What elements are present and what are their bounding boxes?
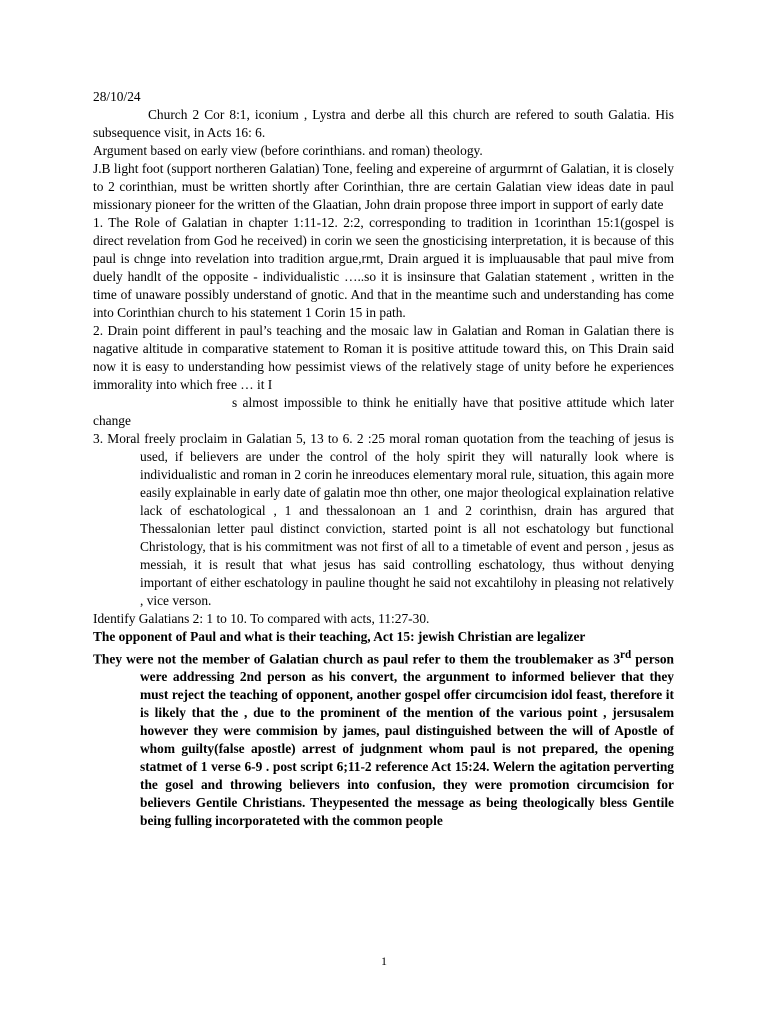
heading-opponent: The opponent of Paul and what is their teaching, Act 15: jewish Christian are legalizer: [93, 629, 586, 644]
paragraph-point-3: 3. Moral freely proclaim in Galatian 5, 13 to 6. 2 :25 moral roman quotation from the teaching of jesus is used, if believers are under the control of the holy spirit they will naturally look where is individualistic and roman in 2 corin he inreoduces elementary moral rule, situation, this again more easily explainable in early date of galatin moe thn other, one major theological explaination relative lack of eschatological , 1 and thessalonoan an 1 and 2 corinthisn, drain has argured that Thessalonian letter paul distinct conviction, started point is all not eschatology but functional Christology, that is his commitment was not first of all to a timetable of event and person , jesus as messiah, it is result that what jesus has said controlling eschatology, thus without denying important of either eschatology in pauline thought he said not excahtilohy in pleasing not relatively , vice verson.: [93, 431, 674, 608]
opponents-text-rest: person were addressing 2nd person as his convert, the argunment to informed believer that they must reject the teaching of opponent, another gospel offer circumcision idol feast, therefore it is likely that the , due to the prominent of the mention of the various point , jersusalem however they were commision by james, paul distinguished between the will of Apostle of whom guilty(false apostle) arrest of judgnment whom paul is not prepared, the opening statmet of 1 verse 6-9 . post script 6;11-2 reference Act 15:24. Welern the agitation perverting the gosel and throwing believers into confusion, they were promotion circumcision for believers Gentile Christians. Theypesented the message as being theologically bless Gentile being fulling incorporateted with the common people: [140, 651, 674, 829]
paragraph-argument: Argument based on early view (before corinthians. and roman) theology.: [93, 143, 483, 158]
paragraph-point-1: 1. The Role of Galatian in chapter 1:11-12. 2:2, corresponding to tradition in 1corinthan 15:1(gospel is direct revelation from God he received) in corin we seen the gnosticising interpretation, it is because of this paul is chnge into revelation into tradition argue,rmt, Drain argued it is impluausable that paul mive from duely handlt of the opposite - individualistic …..so it is insinsure that Galatian statement , written in the time of unaware possibly understand of gnotic. And that in the meantime such and understanding has come into Corinthian church to his statement 1 Corin 15 in path.: [93, 215, 674, 320]
date-line: 28/10/24: [93, 89, 141, 104]
page-number: 1: [381, 954, 387, 968]
paragraph-point-2-continued: s almost impossible to think he enitially have that positive attitude which later change: [93, 395, 674, 428]
paragraph-church: Church 2 Cor 8:1, iconium , Lystra and derbe all this church are refered to south Galatia. His subsequence visit, in Acts 16: 6.: [93, 107, 674, 140]
paragraph-point-2: 2. Drain point different in paul’s teaching and the mosaic law in Galatian and Roman in Galatian there is nagative altitude in comparative statement to Roman it is positive attitude toward this, on This Drain said now it is easy to understanding how pessimist views of the relatively stage of unity before he experiences immorality into which free … it I: [93, 323, 674, 392]
paragraph-lightfoot: J.B light foot (support northeren Galatian) Tone, feeling and expereine of argurmrnt of Galatian, it is closely to 2 corinthian, must be written shortly after Corinthian, thre are certain Galatian view ideas date in paul missionary pioneer for the written of the Glaatian, John drain propose three import in support of early date: [93, 161, 674, 212]
paragraph-identify: Identify Galatians 2: 1 to 10. To compared with acts, 11:27-30.: [93, 611, 430, 626]
ordinal-superscript: rd: [620, 649, 632, 661]
opponents-text-start: They were not the member of Galatian church as paul refer to them the troublemaker as 3: [93, 651, 621, 667]
paragraph-opponents: [93, 646, 674, 830]
document-body: [93, 88, 674, 830]
